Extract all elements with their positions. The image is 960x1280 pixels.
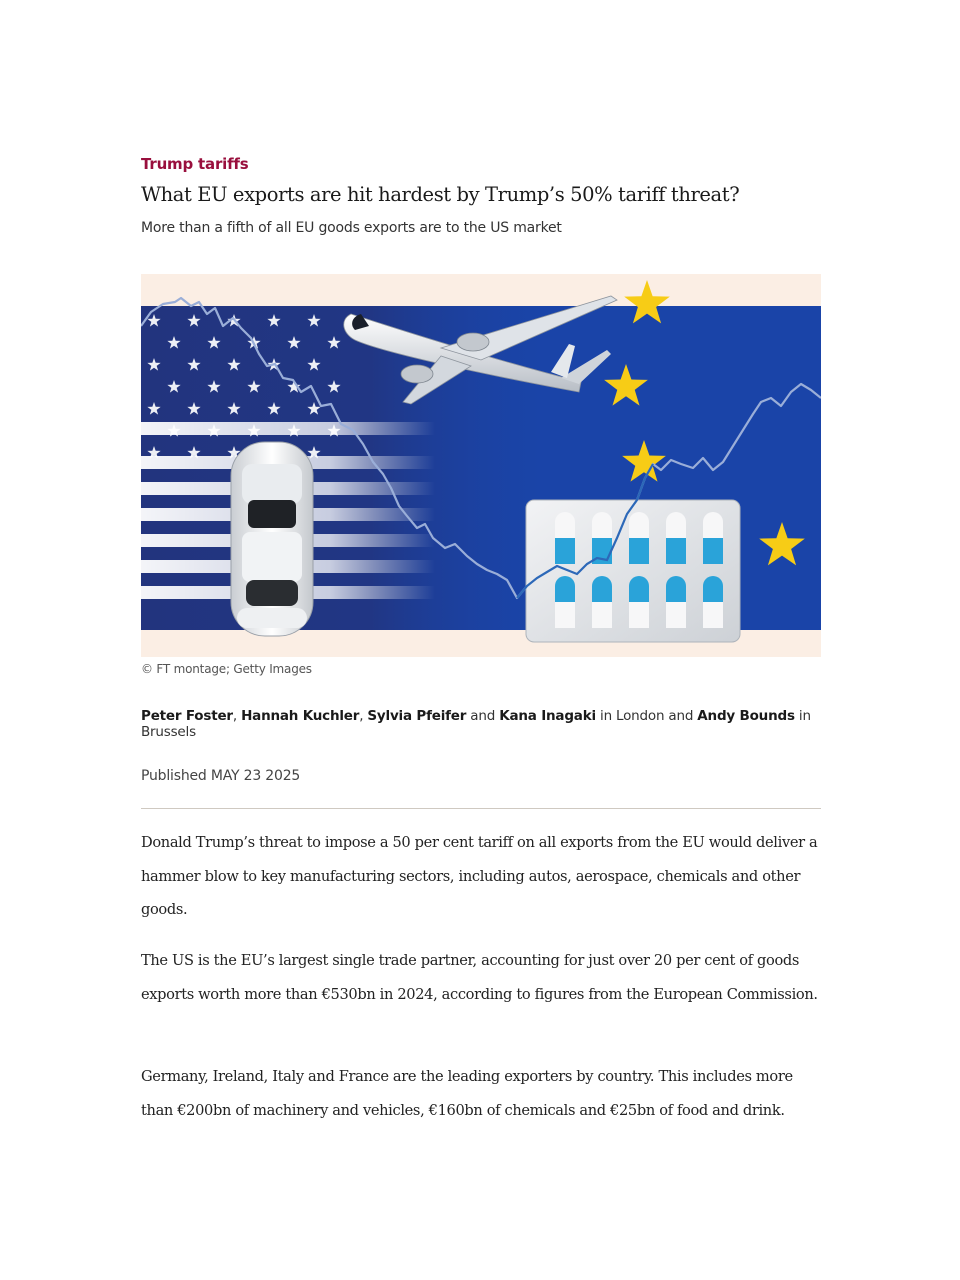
paragraph: Donald Trump’s threat to impose a 50 per cent tariff on all exports from the EU would deliver a hammer blow to key manufacturing sectors, including autos, aerospace, chemicals and other goods. (141, 834, 818, 918)
author-link[interactable]: Kana Inagaki (499, 708, 596, 724)
hero-image (141, 274, 821, 657)
paragraph: The US is the EU’s largest single trade partner, accounting for just over 20 per cent of goods exports worth more than €530bn in 2024, according to figures from the European Commission. (141, 952, 818, 1003)
author-link[interactable]: Peter Foster (141, 708, 233, 724)
topic-link[interactable]: Trump tariffs (141, 155, 249, 173)
byline: Peter Foster, Hannah Kuchler, Sylvia Pfeifer and Kana Inagaki in London and Andy Bounds in Brussels (141, 708, 811, 740)
author-link[interactable]: Sylvia Pfeifer (367, 708, 467, 724)
divider (141, 808, 821, 809)
car-image (231, 442, 313, 636)
headline: What EU exports are hit hardest by Trump’s 50% tariff threat? (141, 183, 740, 206)
image-caption: © FT montage; Getty Images (141, 662, 312, 676)
author-link[interactable]: Andy Bounds (697, 708, 795, 724)
pills-blister (526, 500, 740, 642)
author-link[interactable]: Hannah Kuchler (241, 708, 360, 724)
standfirst: More than a fifth of all EU goods exports are to the US market (141, 220, 562, 236)
paragraph: Germany, Ireland, Italy and France are the leading exporters by country. This includes more than €200bn of machinery and vehicles, €160bn of chemicals and €25bn of food and drink. (141, 1068, 793, 1119)
published-date: Published MAY 23 2025 (141, 768, 301, 784)
